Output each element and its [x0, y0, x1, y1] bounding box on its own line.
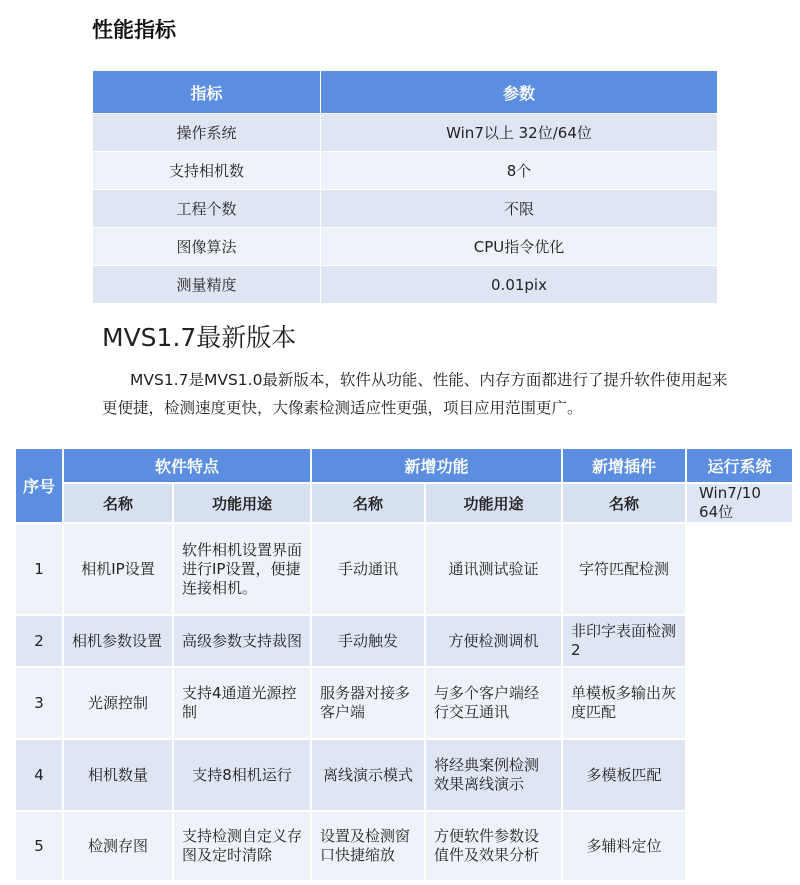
sw-name-cell: 检测存图 — [63, 811, 173, 881]
performance-header-row — [93, 71, 718, 114]
parameter-cell: 不限 — [321, 190, 718, 228]
index-cell: 2 — [15, 615, 63, 667]
sw-name-cell: 相机IP设置 — [63, 523, 173, 615]
header-metric: 指标 — [93, 71, 321, 114]
index-cell: 1 — [15, 523, 63, 615]
parameter-cell: 0.01pix — [321, 266, 718, 304]
plugin-cell: 单模板多输出灰度匹配 — [562, 667, 686, 739]
fn-name-cell: 离线演示模式 — [311, 739, 425, 811]
metric-cell: 图像算法 — [93, 228, 321, 266]
sw-name-cell: 光源控制 — [63, 667, 173, 739]
header-os: 运行系统 — [686, 448, 793, 483]
fn-usage-cell: 将经典案例检测效果离线演示 — [425, 739, 562, 811]
feature-table — [14, 447, 794, 882]
fn-name-cell: 设置及检测窗口快捷缩放 — [311, 811, 425, 881]
header-new-plugins: 新增插件 — [562, 448, 686, 483]
sw-name-cell: 相机数量 — [63, 739, 173, 811]
fn-usage-cell: 方便检测调机 — [425, 615, 562, 667]
version-description: MVS1.7是MVS1.0最新版本，软件从功能、性能、内存方面都进行了提升软件使用起来更便捷，检测速度更快，大像素检测适应性更强，项目应用范围更广。 — [102, 371, 728, 417]
parameter-cell: Win7以上 32位/64位 — [321, 114, 718, 152]
sw-usage-cell: 软件相机设置界面进行IP设置，便捷连接相机。 — [173, 523, 311, 615]
table-row — [15, 523, 793, 615]
subheader-sw-usage: 功能用途 — [173, 483, 311, 523]
table-row — [15, 667, 793, 739]
index-cell: 4 — [15, 739, 63, 811]
fn-usage-cell: 通讯测试验证 — [425, 523, 562, 615]
subheader-plugin-name: 名称 — [562, 483, 686, 523]
fn-name-cell: 手动通讯 — [311, 523, 425, 615]
performance-table — [92, 70, 718, 304]
sw-usage-cell: 支持4通道光源控制 — [173, 667, 311, 739]
table-row — [15, 811, 793, 881]
sw-usage-cell: 支持8相机运行 — [173, 739, 311, 811]
plugin-cell: 字符匹配检测 — [562, 523, 686, 615]
header-new-functions: 新增功能 — [311, 448, 562, 483]
subheader-sw-name: 名称 — [63, 483, 173, 523]
table-row — [15, 615, 793, 667]
metric-cell: 工程个数 — [93, 190, 321, 228]
header-software-features: 软件特点 — [63, 448, 311, 483]
sub-header-row — [15, 483, 793, 523]
metric-cell: 测量精度 — [93, 266, 321, 304]
os-cell: Win7/10 64位 — [686, 483, 793, 523]
metric-cell: 操作系统 — [93, 114, 321, 152]
table-row — [93, 266, 718, 304]
table-row — [93, 228, 718, 266]
table-row — [93, 190, 718, 228]
group-header-row — [15, 448, 793, 483]
fn-name-cell: 手动触发 — [311, 615, 425, 667]
fn-usage-cell: 与多个客户端经行交互通讯 — [425, 667, 562, 739]
fn-name-cell: 服务器对接多客户端 — [311, 667, 425, 739]
parameter-cell: 8个 — [321, 152, 718, 190]
table-row — [93, 114, 718, 152]
version-section-title: MVS1.7最新版本 — [102, 323, 297, 352]
subheader-fn-name: 名称 — [311, 483, 425, 523]
header-index: 序号 — [15, 448, 63, 523]
index-cell: 3 — [15, 667, 63, 739]
sw-name-cell: 相机参数设置 — [63, 615, 173, 667]
plugin-cell: 非印字表面检测2 — [562, 615, 686, 667]
fn-usage-cell: 方便软件参数设值件及效果分析 — [425, 811, 562, 881]
parameter-cell: CPU指令优化 — [321, 228, 718, 266]
sw-usage-cell: 支持检测自定义存图及定时清除 — [173, 811, 311, 881]
plugin-cell: 多模板匹配 — [562, 739, 686, 811]
plugin-cell: 多辅料定位 — [562, 811, 686, 881]
table-row — [93, 152, 718, 190]
subheader-fn-usage: 功能用途 — [425, 483, 562, 523]
table-row — [15, 739, 793, 811]
sw-usage-cell: 高级参数支持裁图 — [173, 615, 311, 667]
index-cell: 5 — [15, 811, 63, 881]
header-parameter: 参数 — [321, 71, 718, 114]
perf-section-title: 性能指标 — [92, 18, 176, 42]
metric-cell: 支持相机数 — [93, 152, 321, 190]
